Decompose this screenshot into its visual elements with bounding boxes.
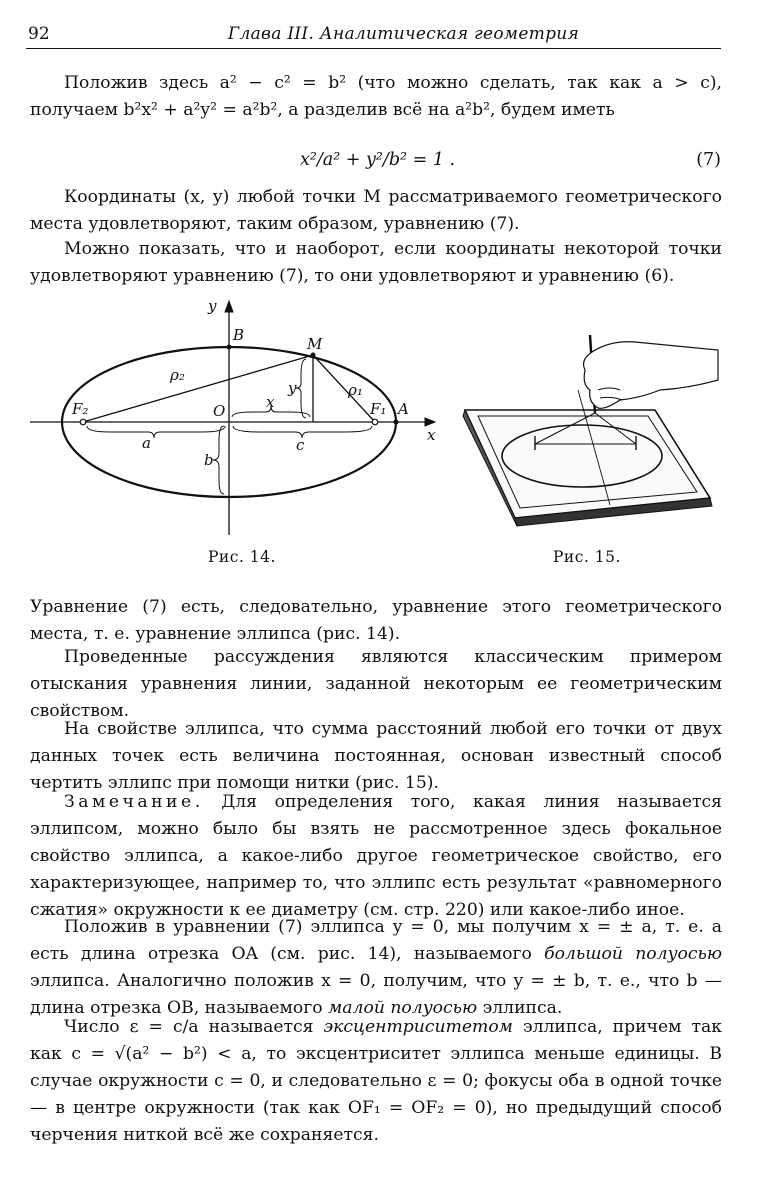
- term-eccentricity: эксцентриситетом: [323, 1017, 513, 1037]
- label-rho2: ρ₂: [170, 366, 185, 384]
- paragraph-9: [30, 1014, 722, 1149]
- p9-part-a: Число ε = c/a называется: [64, 1017, 314, 1037]
- x-axis-arrow-icon: [425, 418, 435, 426]
- label-B: B: [233, 326, 245, 344]
- brace-a: [87, 426, 225, 438]
- brace-y: [296, 359, 306, 418]
- label-O: O: [213, 402, 226, 420]
- paragraph-4: Уравнение (7) есть, следовательно, уравнение этого геометрического места, т. е. уравнение эллипса (рис. 14).: [30, 597, 722, 644]
- figure-15-thread-method: [460, 330, 720, 540]
- label-M: M: [307, 335, 323, 353]
- equation-7-formula: x²/a² + y²/b² = 1 .: [300, 150, 456, 170]
- brace-b: [213, 426, 224, 494]
- remark-label: Замечание.: [64, 792, 204, 812]
- label-c: c: [296, 436, 305, 454]
- figure-14-caption: Рис. 14.: [208, 548, 276, 566]
- label-A: A: [398, 400, 409, 418]
- label-y: y: [288, 379, 297, 397]
- point-B: [227, 345, 232, 350]
- p8-part-b: эллипса. Аналогично положив x = 0, получим, что y = ± b, т. е., что b — длина отрезка OB, называемого: [30, 971, 722, 1018]
- point-F2: [80, 419, 86, 425]
- paragraph-5: Проведенные рассуждения являются классическим примером отыскания уравнения линии, заданной некоторым ее геометрическим свойством.: [30, 647, 722, 721]
- label-b: b: [204, 451, 214, 469]
- label-y-axis: y: [208, 297, 217, 315]
- label-rho1: ρ₁: [348, 381, 363, 399]
- running-title: Глава III. Аналитическая геометрия: [227, 24, 580, 44]
- remark-body: Для определения того, какая линия называется эллипсом, можно было бы взять не рассмотренное здесь фокальное свойство эллипса, а какое-либо другое геометрическое свойство, его характеризующее, например то, что эллипс есть результат «равномерного сжатия» окружности к ее диаметру (см. стр. 220) или какое-либо иное.: [30, 792, 723, 920]
- point-M: [311, 353, 316, 358]
- hand-icon: [584, 342, 718, 409]
- equation-7: [0, 142, 771, 182]
- y-axis-arrow-icon: [225, 301, 233, 312]
- paragraph-7-remark: [30, 789, 722, 924]
- p9-part-b: эллипса, причем так как c = √(a² − b²) < a, то эксцентриситет эллипса меньше единицы. В случае окружности c = 0, и следовательно ε = 0; фокусы оба в одной точке — в центре окружности (так как OF₁ = OF₂ = 0), но предыдущий способ черчения ниткой всё же сохраняется.: [30, 1017, 722, 1145]
- paragraph-1: Положив здесь a² − c² = b² (что можно сделать, так как a > c), получаем b²x² + a²y² = a²b², а разделив всё на a²b², будем иметь: [30, 73, 722, 120]
- label-x: x: [266, 393, 275, 411]
- page-header: [26, 20, 721, 49]
- figure-14-ellipse: [30, 295, 450, 545]
- label-F2: F₂: [72, 400, 89, 418]
- focal-radius-rho1: [313, 355, 375, 422]
- paragraph-2: Координаты (x, y) любой точки M рассматриваемого геометрического места удовлетворяют, таким образом, уравнению (7).: [30, 187, 722, 234]
- paragraph-6: На свойстве эллипса, что сумма расстояний любой его точки от двух данных точек есть величина постоянная, основан известный способ чертить эллипс при помощи нитки (рис. 15).: [30, 719, 722, 793]
- figure-15-caption: Рис. 15.: [553, 548, 621, 566]
- term-major-semiaxis: большой полуосью: [544, 944, 722, 964]
- p8-part-a: Положив в уравнении (7) эллипса y = 0, мы получим x = ± a, т. е. a есть длина отрезка OA (см. рис. 14), называемого: [30, 917, 722, 964]
- label-a: a: [142, 434, 151, 452]
- paragraph-8: [30, 914, 722, 1022]
- label-F1: F₁: [370, 400, 387, 418]
- paragraph-3: Можно показать, что и наоборот, если координаты некоторой точки удовлетворяют уравнению (7), то они удовлетворяют и уравнению (6).: [30, 239, 722, 286]
- point-F1: [372, 419, 378, 425]
- page-number: 92: [28, 24, 50, 44]
- point-A: [394, 420, 399, 425]
- term-minor-semiaxis: малой полуосью: [328, 998, 478, 1018]
- label-x-axis: x: [427, 426, 436, 444]
- p8-part-c: эллипса.: [482, 998, 563, 1018]
- equation-number: (7): [696, 150, 721, 170]
